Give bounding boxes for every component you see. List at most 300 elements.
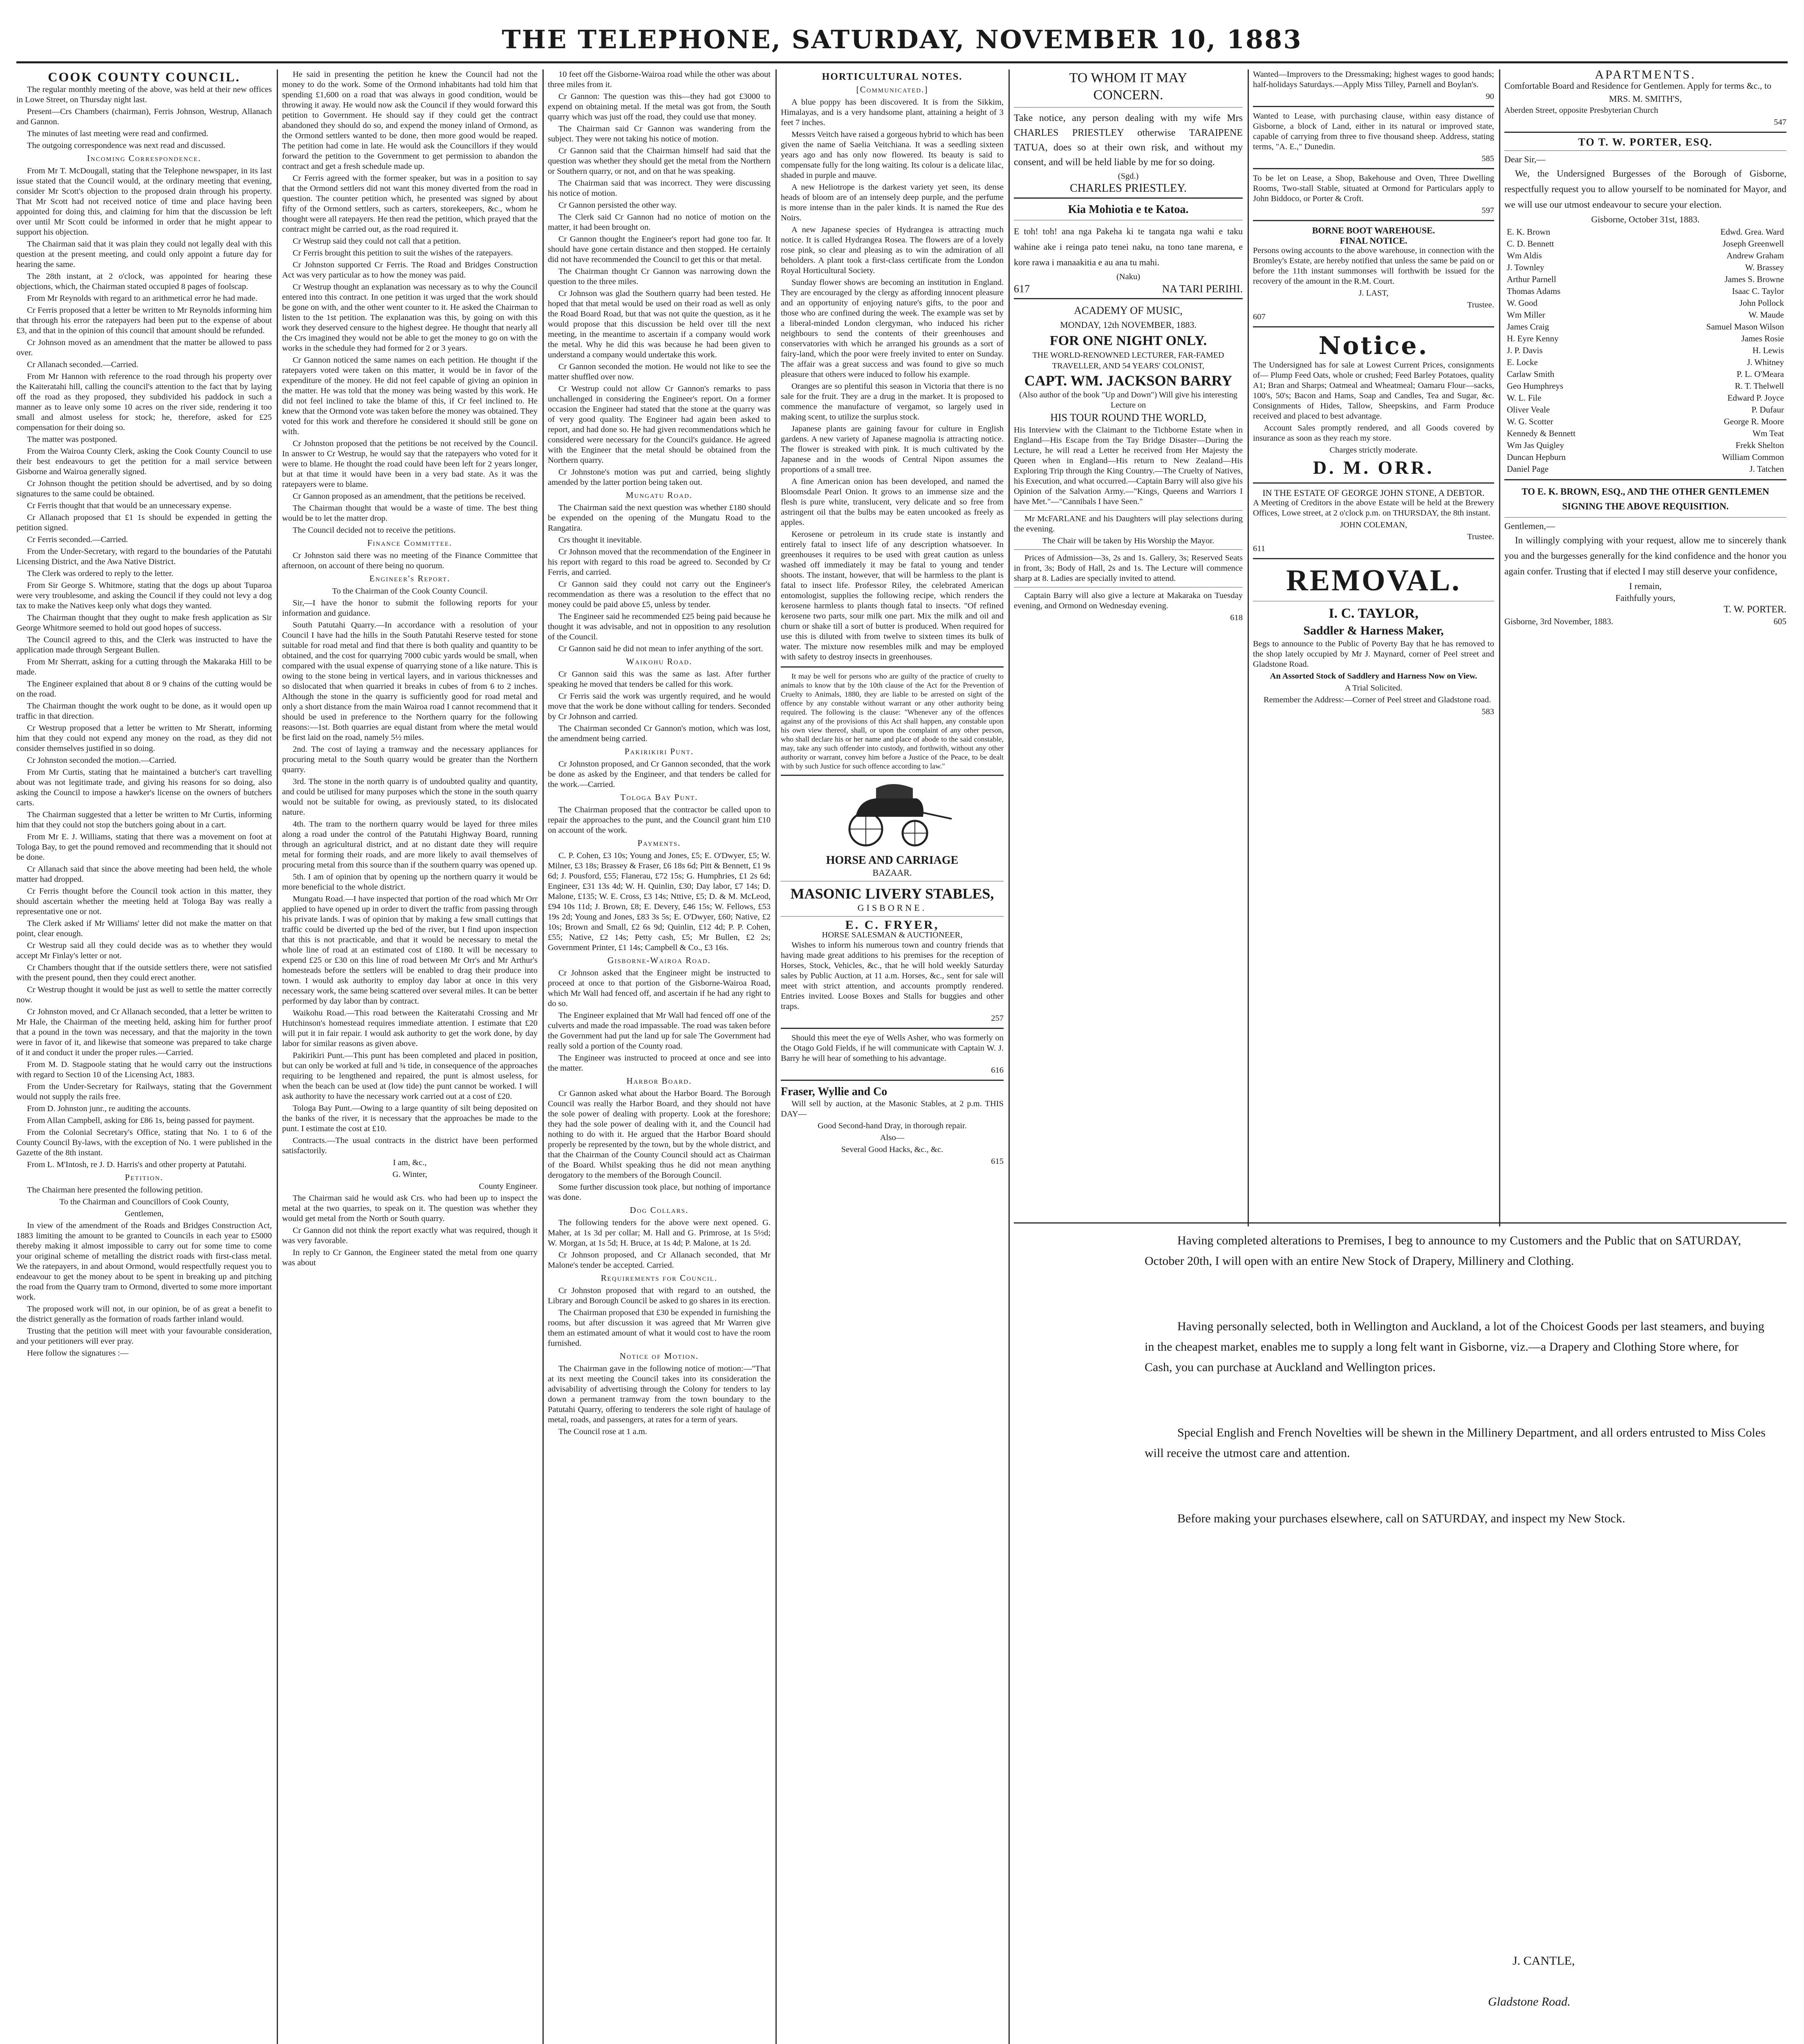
divider xyxy=(781,916,1004,917)
signatory-row xyxy=(1504,380,1786,392)
signatory-name: Samuel Mason Wilson xyxy=(1706,322,1784,332)
paragraph: Cr Ferris proposed that a letter be written to Mr Reynolds informing him that through his error the ratepayers had been put to the expense of about £3, and that in the opinion of this council that amount should be refunded. xyxy=(16,306,272,335)
signatory-row xyxy=(1504,368,1786,380)
signatory-name: Isaac C. Taylor xyxy=(1732,286,1784,296)
divider xyxy=(1014,549,1243,550)
paragraph: The Chairman said that it was plain they could not legally deal with this question at the present meeting, and could only appoint a future day for hearing the same. xyxy=(16,240,272,269)
paragraph: The Chairman said he would ask Crs. who had been up to inspect the metal at the two quarries, to speak on it. The question was whether they would get metal from the North or South quarry. xyxy=(282,1194,538,1223)
paragraph: Cr Johnson asked that the Engineer might be instructed to proceed at once to that portion of the Gisborne-Wairoa Road, which Mr Wall had fenced off, and ascertain if he had any right to do so. xyxy=(548,968,771,1008)
paragraph: Cr Allanach said that since the above meeting had been held, the whole matter had dropped. xyxy=(16,865,272,884)
paragraph: Cr Johnson moved that the recommendation of the Engineer in his report with regard to this road be agreed to. Seconded by Cr Ferris, and carried. xyxy=(548,547,771,577)
removal-heading: REMOVAL. xyxy=(1286,564,1461,597)
paragraph: Dear Sir,— xyxy=(1504,154,1546,164)
paragraph: From the Wairoa County Clerk, asking the Cook County Council to use their best endeavours to get the petition for a mail service between Gisborne and Wairoa generally signed. xyxy=(16,447,272,476)
paragraph: Cr Gannon noticed the same names on each petition. He thought if the ratepayers voted were taken on this matter, it would be in favor of the expenditure of the money. He did not feel capable of giving an opinion in the matter. He was told that the money was being wasted by this work. He did not feel inclined to take the blame of this, if Cr feel inclined to. He knew that the Ormond vote was taken before the money was obtained. They voted for this work and therefore he considered it should still be gone on with. xyxy=(282,356,538,436)
paragraph: Cr Johnston seconded the motion.—Carried. xyxy=(27,756,177,765)
signatory-name: W. L. File xyxy=(1507,393,1542,403)
paragraph: The 28th instant, at 2 o'clock, was appointed for hearing these objections, which, the Chairman stated occupied 8 pages of foolscap. xyxy=(16,272,272,291)
paragraph: Present—Crs Chambers (chairman), Ferris Johnson, Westrup, Allanach and Gannon. xyxy=(16,107,272,126)
ad-number: 583 xyxy=(1481,707,1494,716)
paragraph: From Mr T. McDougall, stating that the Telephone newspaper, in its last issue stated that the Council would, at the ordinary meeting that evening, consider Mr Scott's objection to the proposed drain through his property. That Mr Scott had not received notice of time and place having been appointed for doing this, and claiming for him that the discussion be left over until Mr Scott could be informed in order that he might appear to support his objection. xyxy=(16,166,272,237)
paragraph: Cr Gannon said that the Chairman himself had said that the question was whether they should get the metal from the Northern or Southern quarry, or not, and on that he was speaking. xyxy=(548,146,771,176)
paragraph: The Chairman said that was incorrect. They were discussing his notice of motion. xyxy=(548,179,771,198)
ad-title: GISBORNE. xyxy=(857,903,927,913)
signatory-name: W. Good xyxy=(1507,298,1538,308)
paragraph: Wishes to inform his numerous town and country friends that having made great additions to his premises for the reception of Horses, Stock, Vehicles, &c., that he will hold weekly Saturday sales by Public Auction, at 11 a.m. Horses, &c., sent for sale will meet with strict attention, and accounts promptly rendered. Entries invited. Loose Boxes and Stalls for buggies and other traps. xyxy=(781,941,1004,1011)
paragraph: G. Winter, xyxy=(392,1170,428,1179)
signature: J. LAST, xyxy=(1358,289,1389,298)
paragraph: South Patutahi Quarry.—In accordance with a resolution of your Council I have had the hills in the South Patutahi Reserve tested for stone suitable for road metal and find that there is both quality and quantity to be obtained, and the cost for quarrying 7000 cubic yards would be small, when compared with the usual expense of quarrying stone of a like nature. This is owing to the stone being in vertical layers, and in various thicknesses and so dislocated that when quarried it breaks in cubes of from 6 to 2 inches. Although the stone in the quarry is sufficiently good for road metal and only a short distance from the main Wairoa road I cannot recommend that it should be used in preference to the Northern quarry for the following reasons:—1st. Both quarries are equal distant from where the metal would be first laid on the road, namely 5½ miles. xyxy=(282,621,538,742)
divider xyxy=(1504,517,1786,518)
section-heading: Requirements for Council. xyxy=(601,1273,718,1283)
ad-number: 611 xyxy=(1253,544,1265,553)
masthead-rule xyxy=(16,61,1788,63)
paragraph: The Chairman thought that would be a waste of time. The best thing would be to let the matter drop. xyxy=(282,504,538,523)
paragraph: Wanted to Lease, with purchasing clause, within easy distance of Gisborne, a block of Land, either in its natural or improved state, capable of carrying from three to five thousand sheep. Address, stating terms, "A. E.," Dunedin. xyxy=(1253,112,1494,151)
paragraph: The Engineer explained that about 8 or 9 chains of the cutting would be on the road. xyxy=(16,679,272,699)
paragraph: Will sell by auction, at the Masonic Stables, at 2 p.m. THIS DAY— xyxy=(781,1099,1004,1118)
paragraph: Cr Johnston moved, and Cr Allanach seconded, that a letter be written to Mr Hale, the Chairman of the meeting held, asking him for further proof that a pound in the town was necessary, and that the majority in the town were in favor of it, and likewise that someone was prepared to take charge of it and conduct it under the proper rules.—Carried. xyxy=(16,1007,272,1057)
section-heading: Waikohu Road. xyxy=(626,657,692,666)
paragraph: Kerosene or petroleum in its crude state is instantly and entirely fatal to insect life of any description whatsoever. In greenhouses it requires to be used with great caution as unless washed off immediately it may be fatal to young and tender shoots. The instant, however, that will be harmless to the plant is fatal to insect life. Professor Riley, the celebrated American entomologist, supplies the following recipe, which renders the kerosene harmless to plants though fatal to insects. "Of refined kerosene two parts, sour milk one part. Mix the milk and oil and churn or shake till a sort of butter is produced. When required for use this is diluted with from twelve to sixteen times its bulk of water. The mixture now resembles milk and may be employed with safety to destroy insects in greenhouses. xyxy=(781,530,1004,661)
divider xyxy=(781,775,1004,776)
paragraph: Here follow the signatures :— xyxy=(27,1349,129,1358)
ad-number: 617 xyxy=(1014,283,1030,295)
signatory-row xyxy=(1504,463,1786,475)
signatory-row xyxy=(1504,404,1786,416)
paragraph: TO E. K. BROWN, ESQ., AND THE OTHER GENTLEMEN SIGNING THE ABOVE REQUISITION. xyxy=(1522,486,1769,511)
paragraph: The Engineer explained that Mr Wall had fenced off one of the culverts and made the road impassable. The road was taken before the Government had put the land up for sale The Government had really sold a portion of the County road. xyxy=(548,1011,771,1051)
paragraph: Prices of Admission—3s, 2s and 1s. Gallery, 3s; Reserved Seats in front, 3s; Body of Hall, 2s and 1s. The Lecture will commence sharp at 8. Ladies are specially invited to attend. xyxy=(1014,554,1243,583)
column-council-2 xyxy=(282,69,538,2044)
paragraph: The Engineer said he recommended £25 being paid because he thought it was advisable, and not in opposition to any resolution of the Council. xyxy=(548,612,771,641)
divider xyxy=(1253,558,1494,559)
paragraph: MRS. M. SMITH'S, xyxy=(1609,94,1682,104)
ad-number: 605 xyxy=(1773,616,1786,626)
notice-title: TO WHOM IT MAY xyxy=(1069,70,1188,85)
signatory-name: Andrew Graham xyxy=(1726,251,1784,260)
paragraph: The Chairman gave in the following notice of motion:—"That at its next meeting the Council takes into its consideration the advisability of advertising through the Colony for tenders to lay down a permanent tramway from the town boundary to the Patutahi Quarry, offering to tenderers the sole right of haulage of metal, roads, and passengers, at rates for a term of years. xyxy=(548,1364,771,1424)
signatory-row xyxy=(1504,416,1786,428)
divider xyxy=(781,1080,1004,1081)
paragraph: Mr McFARLANE and his Daughters will play selections during the evening. xyxy=(1014,514,1243,533)
signatory-name: Wm Aldis xyxy=(1507,251,1542,260)
paragraph: I am, &c., xyxy=(393,1158,427,1167)
column-ads xyxy=(1253,69,1494,1226)
signatory-name: Oliver Veale xyxy=(1507,405,1550,415)
paragraph: The Clerk said Cr Gannon had no notice of motion on the matter, it had been brought on. xyxy=(548,213,771,232)
one-night-heading: FOR ONE NIGHT ONLY. xyxy=(1049,333,1207,348)
ad-role: HORSE SALESMAN & AUCTIONEER, xyxy=(822,930,963,939)
maori-signature-row xyxy=(1014,284,1243,294)
paragraph: C. P. Cohen, £3 10s; Young and Jones, £5; E. O'Dwyer, £5; W. Milner, £3 18s; Brassey & Fraser, £6 18s 6d; Pitt & Bennett, £1 9s 6d; J. Pousford, £55; Flanerau, £72 15s; G. Humphries, £1 2s 6d; Engineer, £31 13s 4d; W. H. Quinlin, £30; Day labor, £7 14s; D. Malone, £135; W. E. Cross, £3 14s; Nttive, £5; D. & M. McLeod, £94 10s 11d; J. Brown, £8; E. Devery, £46 15s; W. Fellows, £53 19s 2d; Young and Jones, £83 3s 5s; E. O'Dwyer, £60; Native, £2 10s; Brown and Small, £2 6s 9d; Quinlin, £12 4d; P. P. Cohen, £55; Native, £2 14s; Petty cash, £5; Mr Bullen, £2 2s; Government Printer, £1 14s; Campbell & Co., £3 16s. xyxy=(548,851,771,952)
signatory-name: Edward P. Joyce xyxy=(1727,393,1784,403)
section-heading: Incoming Correspondence. xyxy=(87,153,202,163)
orr-signature: D. M. ORR. xyxy=(1313,457,1434,478)
signatory-row xyxy=(1504,250,1786,262)
paragraph: 3rd. The stone in the north quarry is of undoubted quality and quantity, and could be utilised for many purposes which the stone in the south quarry would not be suitable for owing, as previously stated, to its dislocated nature. xyxy=(282,777,538,817)
paragraph: Cr Gannon seconded the motion. He would not like to see the matter shuffled over now. xyxy=(548,362,771,381)
paragraph: We, the Undersigned Burgesses of the Borough of Gisborne, respectfully request you to allow yourself to be nominated for Mayor, and we will use our utmost endeavour to secure your election. xyxy=(1504,168,1786,210)
divider xyxy=(1014,197,1243,199)
divider xyxy=(1253,106,1494,107)
signatory-row xyxy=(1504,262,1786,273)
apartments-heading: APARTMENTS. xyxy=(1595,69,1696,81)
signatory-name: Carlaw Smith xyxy=(1507,369,1555,379)
paragraph: Cr Gannon proposed as an amendment, that the petitions be received. xyxy=(293,492,526,501)
signatory-row xyxy=(1504,356,1786,368)
carriage-illustration-icon xyxy=(831,780,954,849)
warehouse-heading: BORNE BOOT WAREHOUSE. xyxy=(1312,225,1435,235)
ad-title: HORSE AND CARRIAGE xyxy=(826,854,959,867)
ad-number: 597 xyxy=(1481,206,1494,215)
paragraph: Cr Johnston proposed that with regard to an outshed, the Library and Borough Council be asked to go shares in its erection. xyxy=(548,1286,771,1305)
paragraph: Captain Barry will also give a lecture at Makaraka on Tuesday evening, and Ormond on Wednesday evening. xyxy=(1014,591,1243,610)
paragraph: (Naku) xyxy=(1116,272,1141,281)
section-heading: Payments. xyxy=(637,838,681,848)
masthead: THE TELEPHONE, SATURDAY, NOVEMBER 10, 1883 xyxy=(502,25,1302,54)
paragraph: Trustee. xyxy=(1467,300,1494,309)
paragraph: The Chairman thought that they ought to make fresh application as Sir George Whitmore seemed to hold out good hopes of success. xyxy=(16,613,272,632)
column-rule xyxy=(542,69,544,2044)
author-line: (Also author of the book "Up and Down") Will give his interesting Lecture on xyxy=(1019,390,1237,410)
paragraph: To be let on Lease, a Shop, Bakehouse and Oven, Three Dwelling Rooms, Two-stall Stable, situated at Ormond for Particulars apply to John Biddoco, or Porter & Croft. xyxy=(1253,174,1494,203)
paragraph: County Engineer. xyxy=(479,1182,538,1191)
paragraph: Cr Westrup could not allow Cr Gannon's remarks to pass unchallenged in considering the Engineer's report. On a former occasion the Engineer had stated that the stone at the quarry was of very good quality. The Engineer had again been asked to report, and had done so. He had given recommendations which he considered were necessary for the Council's guidance. He agreed with the Engineer that the metal should be obtained from the Northern quarry. xyxy=(548,384,771,465)
council-title: COOK COUNTY COUNCIL. xyxy=(48,69,240,84)
paragraph: Cr Westrup proposed that a letter be written to Mr Sheratt, informing him that they could not expend any money on the road, as they did not consider themselves justified in so doing. xyxy=(16,724,272,753)
signature: NA TARI PERIHI. xyxy=(1162,283,1243,295)
paragraph: In reply to Cr Gannon, the Engineer stated the metal from one quarry was about xyxy=(282,1248,538,1267)
paragraph: Remember the Address:—Corner of Peel street and Gladstone road. xyxy=(1264,695,1491,704)
paragraph: A new Heliotrope is the darkest variety yet seen, its dense heads of bloom are of an intensely deep purple, and the perfume is more intense than in the paler kinds. It is named the Rue des Noirs. xyxy=(781,183,1004,222)
signatory-name: Frekk Shelton xyxy=(1735,440,1784,450)
divider xyxy=(781,666,1004,668)
signatory-name: Daniel Page xyxy=(1507,464,1549,474)
divider xyxy=(1014,298,1243,299)
column-rule xyxy=(1499,69,1500,1226)
signatory-name: Kennedy & Bennett xyxy=(1507,428,1575,438)
ad-number: 90 xyxy=(1486,92,1494,101)
paragraph: The Chairman suggested that a letter be written to Mr Curtis, informing him that they could not stop the butchers going about in a cart. xyxy=(16,810,272,829)
paragraph: Trustee. xyxy=(1467,532,1494,541)
paragraph: Cr Gannon said this was the same as last. After further speaking he moved that tenders be called for this work. xyxy=(548,670,771,689)
horticultural-title: HORTICULTURAL NOTES. xyxy=(822,72,963,82)
column-rule xyxy=(1008,69,1010,2044)
divider xyxy=(1504,479,1786,480)
signatory-row xyxy=(1504,428,1786,439)
signatory-list xyxy=(1504,226,1786,475)
paragraph: The Chairman said Cr Gannon was wandering from the subject. They were not taking his notice of motion. xyxy=(548,124,771,143)
signatory-name: Duncan Hepburn xyxy=(1507,452,1566,462)
signatory-row xyxy=(1504,226,1786,238)
signatory-row xyxy=(1504,392,1786,404)
divider xyxy=(1253,326,1494,327)
paragraph: A new Japanese species of Hydrangea is attracting much notice. It is called Hydrangea Rosea. The flowers are of a lovely rose pink, so clear and pleasing as to win the admiration of all beholders. A plant took a first-class certificate from the London Royal Horticultural Society. xyxy=(781,225,1004,275)
ad-name: E. C. FRYER, xyxy=(845,918,939,932)
paragraph: Cr Westrup thought an explanation was necessary as to why the Council entered into this contract. In one petition it was urged that the work should be gone on with, and the other went counter to it. He asked the Chairman to listen to the 1st petition. The explanation was this, by going on with this work they deserved censure to the highest degree. He thought that nearly all the Crs imagined they would not be able to get the money to go on with the works in the schedule they had formed for 2 or 3 years. xyxy=(282,282,538,353)
signatory-name: James Rosie xyxy=(1741,334,1784,343)
column-rule xyxy=(775,69,777,2044)
section-heading: Pakirikiri Punt. xyxy=(624,746,694,756)
signatory-name: Wm Miller xyxy=(1507,310,1545,320)
paragraph: Take notice, any person dealing with my wife Mrs CHARLES PRIESTLEY otherwise TARAIPENE TATUA, does so at their own risk, and without my consent, and will be held liable by me for so doing. xyxy=(1014,113,1243,168)
paragraph: The Chairman seconded Cr Gannon's motion, which was lost, the amendment being carried. xyxy=(548,724,771,743)
signature: CHARLES PRIESTLEY. xyxy=(1070,182,1187,195)
saddler-line: Saddler & Harness Maker, xyxy=(1303,624,1444,637)
column-requisition xyxy=(1504,69,1786,1226)
paragraph: Several Good Hacks, &c., &c. xyxy=(841,1145,943,1154)
section-heading: Finance Committee. xyxy=(367,538,453,548)
paragraph: The Chairman thought the work ought to be done, as it would open up traffic in that direction. xyxy=(16,702,272,721)
paragraph: From Mr Sherratt, asking for a cutting through the Makaraka Hill to be made. xyxy=(16,657,272,677)
column-rule xyxy=(277,69,278,2044)
paragraph: In willingly complying with your request, allow me to sincerely thank you and the burgesses generally for the kind confidence and the honor you again confer. Trusting that if elected I may still deserve your confidence, xyxy=(1504,535,1786,576)
paragraph: Faithfully yours, xyxy=(1615,593,1676,603)
column-notices xyxy=(1014,69,1243,1226)
ad-heading: Fraser, Wyllie and Co xyxy=(781,1085,887,1098)
paragraph: From D. Johnston junr., re auditing the accounts. xyxy=(27,1104,191,1113)
paragraph: Having personally selected, both in Wellington and Auckland, a lot of the Choicest Goods per last steamers, and buying in the cheapest market, enables me to supply a long felt want in Gisborne, viz.—a Drapery and Clothing Store where, for Cash, you can purchase at Auckland and Wellington prices. xyxy=(1145,1320,1764,1374)
paragraph: The Engineer was instructed to proceed at once and see into the matter. xyxy=(548,1053,771,1073)
signatory-name: W. G. Scotter xyxy=(1507,417,1553,426)
paragraph: Some further discussion took place, but nothing of importance was done. xyxy=(548,1183,771,1202)
signatory-name: P. Dufaur xyxy=(1751,405,1784,415)
section-rule xyxy=(1014,1222,1786,1224)
academy-heading: ACADEMY OF MUSIC, xyxy=(1074,305,1183,316)
signatory-row xyxy=(1504,285,1786,297)
paragraph: Gentlemen,— xyxy=(1504,521,1555,531)
paragraph: The Chair will be taken by His Worship the Mayor. xyxy=(1042,536,1215,545)
taylor-name: I. C. TAYLOR, xyxy=(1329,606,1419,621)
paragraph: From Sir George S. Whitmore, stating that the dogs up about Tuparoa were very troublesome, and asking the Council if they could not levy a dog tax to make the Natives keep only what dogs they wanted. xyxy=(16,581,272,610)
paragraph: (Sgd.) xyxy=(1118,172,1139,181)
paragraph: An Assorted Stock of Saddlery and Harness Now on View. xyxy=(1270,672,1477,681)
ad-number: 618 xyxy=(1230,613,1243,622)
paragraph: Comfortable Board and Residence for Gentlemen. Apply for terms &c., to xyxy=(1504,81,1772,91)
paragraph: Having completed alterations to Premises, I beg to announce to my Customers and the Public that on SATURDAY, October 20th, I will open with an entire New Stock of Drapery, Millinery and Clothing. xyxy=(1145,1234,1741,1268)
ad-title: BAZAAR. xyxy=(872,867,912,878)
signatory-row xyxy=(1504,333,1786,345)
paragraph: The regular monthly meeting of the above, was held at their new offices in Lowe Street, on Thursday night last. xyxy=(16,85,272,104)
final-notice-heading: FINAL NOTICE. xyxy=(1340,235,1407,246)
estate-heading: IN THE ESTATE OF GEORGE JOHN STONE, A DEBTOR. xyxy=(1262,488,1485,498)
signatory-name: James Craig xyxy=(1507,322,1549,332)
paragraph: Cr Westrup thought it would be just as well to settle the matter correctly now. xyxy=(16,985,272,1004)
paragraph: 2nd. The cost of laying a tramway and the necessary appliances for procuring metal to the South quarry would be greater than the Northern quarry. xyxy=(282,745,538,774)
signature: T. W. PORTER. xyxy=(1723,604,1786,615)
paragraph: A Meeting of Creditors in the above Estate will be held at the Brewery Offices, Lowe street, at 2 o'clock p.m. on THURSDAY, the 8th instant. xyxy=(1253,498,1494,518)
signatory-name: J. Tatchen xyxy=(1749,464,1784,474)
signatory-row xyxy=(1504,297,1786,309)
paragraph: Account Sales promptly rendered, and all Goods covered by insurance as soon as they reach my store. xyxy=(1253,424,1494,443)
column-rule xyxy=(1248,69,1249,1226)
paragraph: Cr Johnston proposed that the petitions be not received by the Council. In answer to Cr Westrup, he would say that the ratepayers who voted for it were to blame. He thought the road could have been left for 2 years longer, but at that time it would have been in a very bad state. As it was the ratepayers were to blame. xyxy=(282,439,538,489)
paragraph: The Chairman here presented the following petition. xyxy=(27,1186,203,1195)
signatory-name: Joseph Greenwell xyxy=(1723,239,1784,249)
paragraph: Cr Ferris seconded.—Carried. xyxy=(27,535,128,544)
ad-number: 585 xyxy=(1481,154,1494,163)
signatory-row xyxy=(1504,238,1786,250)
paragraph: Cr Johnston said there was no meeting of the Finance Committee that afternoon, on account of there being no quorum. xyxy=(282,551,538,570)
paragraph: From M. D. Stagpoole stating that he would carry out the instructions with regard to Section 10 of the Licensing Act, 1883. xyxy=(16,1060,272,1079)
paragraph: A blue poppy has been discovered. It is from the Sikkim, Himalayas, and is a very handsome plant, attaining a height of 3 feet 7 inches. xyxy=(781,98,1004,127)
paragraph: From L. M'Intosh, re J. D. Harris's and other property at Patutahi. xyxy=(27,1160,247,1169)
paragraph: Cr Gannon: The question was this—they had got £3000 to expend on obtaining metal. If the metal was got from, the South quarry which was just off the road, they could use that money. xyxy=(548,92,771,121)
cantle-address: Gladstone Road. xyxy=(1488,1995,1571,2008)
section-heading: Mungatu Road. xyxy=(625,490,693,500)
paragraph: The Undersigned has for sale at Lowest Current Prices, consignments of— Plump Feed Oats, whole or crushed; Feed Barley Potatoes, quality A1; Bran and Sharps; Oatmeal and Wheatmeal; Oamaru Flour—sacks, 100's, 50's; Bacon and Hams, Soap and Candles, Tea and Sugar, &c. Consignments of Hides, Tallow, Sheepskins, and Farm Produce received and placed to best advantage. xyxy=(1253,361,1494,421)
paragraph: To the Chairman and Councillors of Cook County, xyxy=(59,1197,229,1206)
signatory-name: John Pollock xyxy=(1739,298,1784,308)
signatory-name: Arthur Parnell xyxy=(1507,274,1556,284)
paragraph: Begs to announce to the Public of Poverty Bay that he has removed to the shop lately occupied by Mr J. Maynard, corner of Peel street and Gladstone Road. xyxy=(1253,639,1494,669)
paragraph: Japanese plants are gaining favour for culture in English gardens. A new variety of Japanese magnolia is attracting notice. The flower is streaked with pink. It is much cultivated by the Japanese and in the woods of Central Nipon assumes the proportions of a small tree. xyxy=(781,424,1004,474)
paragraph: The Council rose at 1 a.m. xyxy=(558,1427,647,1436)
paragraph: Cr Gannon said he did not mean to infer anything of the sort. xyxy=(558,644,763,653)
signatory-name: Thomas Adams xyxy=(1507,286,1561,296)
paragraph: Cr Gannon thought the Engineer's report had gone too far. It should have gone certain distance and then stopped. He certainly did not have recommended the Council to get this or that metal. xyxy=(548,235,771,264)
signatory-row xyxy=(1504,439,1786,451)
paragraph: Cr Westrup said all they could decide was as to whether they would accept Mr Finlay's letter or not. xyxy=(16,941,272,960)
paragraph: The following tenders for the above were next opened. G. Maher, at 1s 3d per collar; M. Hall and G. Primrose, at 1s 5½d; W. Morgan, at 1s 5d; H. Bruce, at 1s 4d; P. Malone, at 1s 2d. xyxy=(548,1218,771,1248)
section-heading: Dog Collars. xyxy=(630,1205,689,1215)
paragraph: From Mr Hannon with reference to the road through his property over the Kaiteratahi hill, calling the council's attention to the fact that by laying off the road as they proposed, they subdivided his paddock in such a manner as to leave only some 10 acres on the river side, rendering it too small and almost useless for stock; he, therefore, asked for £25 compensation for their doing so. xyxy=(16,372,272,432)
signatory-row xyxy=(1504,309,1786,321)
divider xyxy=(1014,510,1243,511)
paragraph: Sunday flower shows are becoming an institution in England. They are encouraged by the clergy as affording innocent pleasure and an opportunity of enjoying nature's gifts, to the poor and those who are confined during the week. The example was set by a liberal-minded London clergyman, who induced his richer neighbours to send the contents of their greenhouses and conservatories with which he arranged his grounds as a sort of fairy-land, which the poor were freely invited to enter on Sunday. The affair was a great success and was found to give so much pleasure that others were induced to follow his example. xyxy=(781,278,1004,379)
signatory-name: George R. Moore xyxy=(1723,417,1784,426)
ad-number: 547 xyxy=(1774,118,1786,127)
section-heading: Engineer's Report. xyxy=(369,574,450,583)
ad-number: 615 xyxy=(991,1157,1004,1166)
notice-title: CONCERN. xyxy=(1093,87,1163,103)
paragraph: From Mr Curtis, stating that he maintained a butcher's cart travelling about was not legitimate trade, and giving his reasons for so doing, also asking the Council to impose a hawker's license on the owners of butchers carts. xyxy=(16,768,272,807)
cantle-notice xyxy=(1145,1230,1766,1574)
paragraph: 4th. The tram to the northern quarry would be layed for three miles along a road under the control of the Patutahi Highway Board, running through an agricultural district, and at no distant date they will require metal for forming their roads, and are more likely to avail themselves of procuring metal from this source than if the southern quarry was opened up. xyxy=(282,820,538,870)
signatory-name: C. D. Bennett xyxy=(1507,239,1554,249)
paragraph: E toh! toh! ana nga Pakeha ki te tangata nga wahi e taku wahine ake i reinga pato tenei naku, na tono tane marena, e kore rawa i manaakitia e au ana tu mahi. xyxy=(1014,226,1243,267)
paragraph: Aberden Street, opposite Presbyterian Church xyxy=(1504,106,1658,115)
paragraph: In view of the amendment of the Roads and Bridges Construction Act, 1883 limiting the amount to be granted to Councils in each year to £5000 thereby making it almost impossible to carry out for some time to come your original scheme of metalling the district roads with first-class metal. We the ratepayers, in and about Ormond, would respectfully request you to endeavour to get the money about to be spent in breaking up and pitching the road from the Quarry tram to Ormond, diverted to some more important work. xyxy=(16,1221,272,1302)
column-council-3 xyxy=(548,69,771,2044)
signatory-name: E. K. Brown xyxy=(1507,227,1551,237)
ad-number: 257 xyxy=(991,1014,1004,1023)
signatory-row xyxy=(1504,345,1786,356)
column-horticultural xyxy=(781,69,1004,2044)
signatory-row xyxy=(1504,273,1786,285)
paragraph: Pakirikiri Punt.—This punt has been completed and placed in position, but can only be worked at full and ¾ tide, in consequence of the approaches requiring to be lengthened and repaired, the punt is almost useless, for when the beach can be used at (low tide) the punt cannot be worked. I will ask authority to have the necessary work carried out at a cost of £20. xyxy=(282,1051,538,1101)
paragraph: Cr Gannon asked what about the Harbor Board. The Borough Council was really the Harbor Board, and they should not have the sole power of dealing with property. Look at the foreshore; they had the sole power of dealing with it, and the Council had nothing to do with it. He argued that the Harbor Board should properly be represented by the town, but by the whole district, and that the Chairman of the County Council should act as Chairman of the Board. Whilst speaking thus he did not mean anything derogatory to the members of the Borough Council. xyxy=(548,1089,771,1180)
section-heading: Notice of Motion. xyxy=(619,1351,699,1361)
signature: JOHN COLEMAN, xyxy=(1340,520,1407,529)
paragraph: From Mr E. J. Williams, stating that there was a movement on foot at Tologa Bay, to get the pound removed and recommending that it should not be done. xyxy=(16,832,272,862)
lecturer-subtitle: THE WORLD-RENOWNED LECTURER, FAR-FAMED TRAVELLER, AND 54 YEARS' COLONIST, xyxy=(1032,351,1224,370)
section-heading: Tologa Bay Punt. xyxy=(620,792,698,802)
paragraph: Cr Ferris said the work was urgently required, and he would move that the work be done without calling for tenders. Seconded by Cr Johnson and carried. xyxy=(548,692,771,721)
signatory-name: James S. Browne xyxy=(1724,274,1784,284)
paragraph: Before making your purchases elsewhere, call on SATURDAY, and inspect my New Stock. xyxy=(1177,1512,1625,1525)
signatory-name: P. L. O'Meara xyxy=(1737,369,1784,379)
paragraph: 5th. I am of opinion that by opening up the northern quarry it would be more beneficial to the whole district. xyxy=(282,872,538,892)
paragraph: From the Under-Secretary for Railways, stating that the Government would not supply the rails free. xyxy=(16,1082,272,1101)
paragraph: Cr Johnston proposed, and Cr Gannon seconded, that the work be done as asked by the Engineer, and that tenders be called for the work.—Carried. xyxy=(548,760,771,789)
paragraph: Cr Westrup said they could not call that a petition. xyxy=(293,237,461,246)
signatory-name: Edwd. Grea. Ward xyxy=(1720,227,1784,237)
paragraph: Crs thought it inevitable. xyxy=(558,536,642,545)
paragraph: Cr Johnson was glad the Southern quarry had been tested. He hoped that that metal would be used on their road as well as only the Road Board Road, but that was not quite the question, as it he would propose that this discussion be held over till the next meeting, in the meantime to ascertain if a company would work the metal. Why he did this was because he had been given to understand a company would undertake this work. xyxy=(548,289,771,359)
divider xyxy=(1253,220,1494,221)
paragraph: Cr Ferris thought that that would be an unnecessary expense. xyxy=(27,501,231,510)
divider xyxy=(1253,168,1494,169)
paragraph: Waikohu Road.—This road between the Kaiteratahi Crossing and Mr Hutchinson's homestead requires immediate attention. I estimate that £20 will put it in fair repair. I would ask authority to get the work done, by day labor for similar reasons as given above. xyxy=(282,1009,538,1048)
porter-heading: TO T. W. PORTER, ESQ. xyxy=(1578,136,1713,148)
paragraph: Gentlemen, xyxy=(124,1209,164,1218)
paragraph: Should this meet the eye of Wells Asher, who was formerly on the Otago Gold Fields, if he will communicate with Captain W. J. Barry he will hear of something to his advantage. xyxy=(781,1033,1004,1063)
signatory-row xyxy=(1504,321,1786,333)
paragraph: Tologa Bay Punt.—Owing to a large quantity of silt being deposited on the banks of the river, it is necessary that the approaches be made to the punt. I estimate the cost at £10. xyxy=(282,1104,538,1133)
paragraph: 10 feet off the Gisborne-Wairoa road while the other was about three miles from it. xyxy=(548,70,771,89)
paragraph: Sir,—I have the honor to submit the following reports for your information and guidance. xyxy=(282,598,538,618)
paragraph: Cr Johnstone's motion was put and carried, being slightly amended by the latter portion being taken out. xyxy=(548,468,771,487)
paragraph: The proposed work will not, in our opinion, be of as great a benefit to the district generally as the formation of roads farther inland would. xyxy=(16,1304,272,1324)
paragraph: Messrs Veitch have raised a gorgeous hybrid to which has been given the name of Saelia Veitchiana. It was a seedling sixteen years ago and has only now flowered. Its beauty is said to compensate fully for the long waiting. Its colour is a delicate lilac, shaded in purple and mauve. xyxy=(781,130,1004,180)
signatory-name: H. Eyre Kenny xyxy=(1507,334,1559,343)
paragraph: The matter was postponed. xyxy=(27,435,117,444)
paragraph: Gisborne, October 31st, 1883. xyxy=(1591,214,1700,224)
tour-heading: HIS TOUR ROUND THE WORLD, xyxy=(1050,412,1206,424)
paragraph: Cr Ferris thought before the Council took action in this matter, they should ascertain whether the meeting held at Tologa Bay was really a representative one or not. xyxy=(16,887,272,916)
column-council-1 xyxy=(16,69,272,2044)
maori-heading: Kia Mohiotia e te Katoa. xyxy=(1068,203,1189,216)
paragraph: The Clerk was ordered to reply to the letter. xyxy=(27,569,174,578)
divider xyxy=(1014,107,1243,108)
signatory-name: H. Lewis xyxy=(1752,345,1784,355)
signature: J. CANTLE, xyxy=(1513,1954,1575,1968)
paragraph: Cr Johnson thought the petition should be advertised, and by so doing signatures to the same could be obtained. xyxy=(16,479,272,498)
signatory-name: J. P. Davis xyxy=(1507,345,1543,355)
paragraph: His Interview with the Claimant to the Tichborne Estate when in England—His Escape from the Tay Bridge Disaster—During the Lecture, he will read a Letter he received from Her Majesty the Queen when in England—His return to New Zealand—His Exploring Trip through the King Country.—The Cruelty of Natives, his Execution, and what occurred.—Captain Barry will also give his Opinion of the Salvation Army.—"Kings, Queens and Warriors I have Met."—"Cannibals I have Seen." xyxy=(1014,426,1243,506)
paragraph: Cr Johnson moved as an amendment that the matter be allowed to pass over. xyxy=(16,338,272,357)
paragraph: Cr Allanach proposed that £1 1s should be expended in getting the petition signed. xyxy=(16,513,272,532)
paragraph: The Chairman thought Cr Gannon was narrowing down the question to the three miles. xyxy=(548,267,771,286)
paragraph: The Clerk asked if Mr Williams' letter did not make the matter on that point, clear enough. xyxy=(16,919,272,938)
paragraph: The minutes of last meeting were read and confirmed. xyxy=(27,129,208,138)
signatory-name: Geo Humphreys xyxy=(1507,381,1564,391)
signatory-name: W. Maude xyxy=(1748,310,1784,320)
signatory-name: Wm Jas Quigley xyxy=(1507,440,1564,450)
signatory-name: W. Brassey xyxy=(1745,262,1784,272)
paragraph: The Council decided not to receive the petitions. xyxy=(293,526,456,535)
paragraph: The Council agreed to this, and the Clerk was instructed to have the application made through Sergeant Bullen. xyxy=(16,635,272,654)
signatory-name: J. Whitney xyxy=(1747,357,1784,367)
paragraph: Cr Johnson proposed, and Cr Allanach seconded, that Mr Malone's tender be accepted. Carried. xyxy=(548,1251,771,1270)
paragraph: Mungatu Road.—I have inspected that portion of the road which Mr Orr applied to have opened up in order to divert the traffic from passing through his private lands. I was of opinion that by making a few small cuttings that traffic could be diverted up the bed of the river, but I find upon inspection that this is not practicable, and that it would be necessary to metal the whole line of road at an estimated cost of £180. It will be necessary to expend £25 or £30 on this line of road between Mr Orr's and Mr Arthur's homesteads before the settlers will be enabled to drag their produce into town. I would ask authority to employ day labor at once in this very necessary work, the same being scattered over several miles. It can be better performed by day labor than by contract. xyxy=(282,894,538,1006)
paragraph: A Trial Solicited. xyxy=(1345,684,1403,693)
paragraph: Cr Allanach seconded.—Carried. xyxy=(27,360,139,369)
paragraph: It may be well for persons who are guilty of the practice of cruelty to animals to know that by the 10th clause of the Act for the Prevention of Cruelty to Animals, 1880, they are liable to be arrested on sight of the offence by any constable without warrant or any other authority being required. The following is the clause: "Whenever any of the offences against any of the provisions of this Act shall happen, any constable upon his own view thereof, shall, or upon the complaint of any other person, who shall declare his or her name and place of abode to the said constable, may, take any such offender into custody, and forthwith, without any other authority or warrant, convey him before a Justice of the Peace, to be dealt with by such Justice for such offence according to law." xyxy=(781,672,1004,770)
notice-heading: Notice. xyxy=(1318,332,1429,360)
captain-name: CAPT. WM. JACKSON BARRY xyxy=(1024,372,1233,389)
divider xyxy=(781,1028,1004,1029)
signatory-name: William Common xyxy=(1722,452,1784,462)
paragraph: Cr Chambers thought that if the outside settlers there, were not satisfied with the present pound, then they could erect another. xyxy=(16,963,272,982)
paragraph: I remain, xyxy=(1629,581,1662,591)
paragraph: Persons owing accounts to the above warehouse, in connection with the Bromley's Estate, are hereby notified that unless the same be paid on or before the 11th instant summonses will forthwith be issued for the recovery of the amount in the R.M. Court. xyxy=(1253,246,1494,286)
signatory-name: J. Townley xyxy=(1507,262,1544,272)
ad-title: MASONIC LIVERY STABLES, xyxy=(790,885,994,902)
paragraph: Cr Johnston supported Cr Ferris. The Road and Bridges Construction Act was very particular as to how the money was paid. xyxy=(282,260,538,280)
